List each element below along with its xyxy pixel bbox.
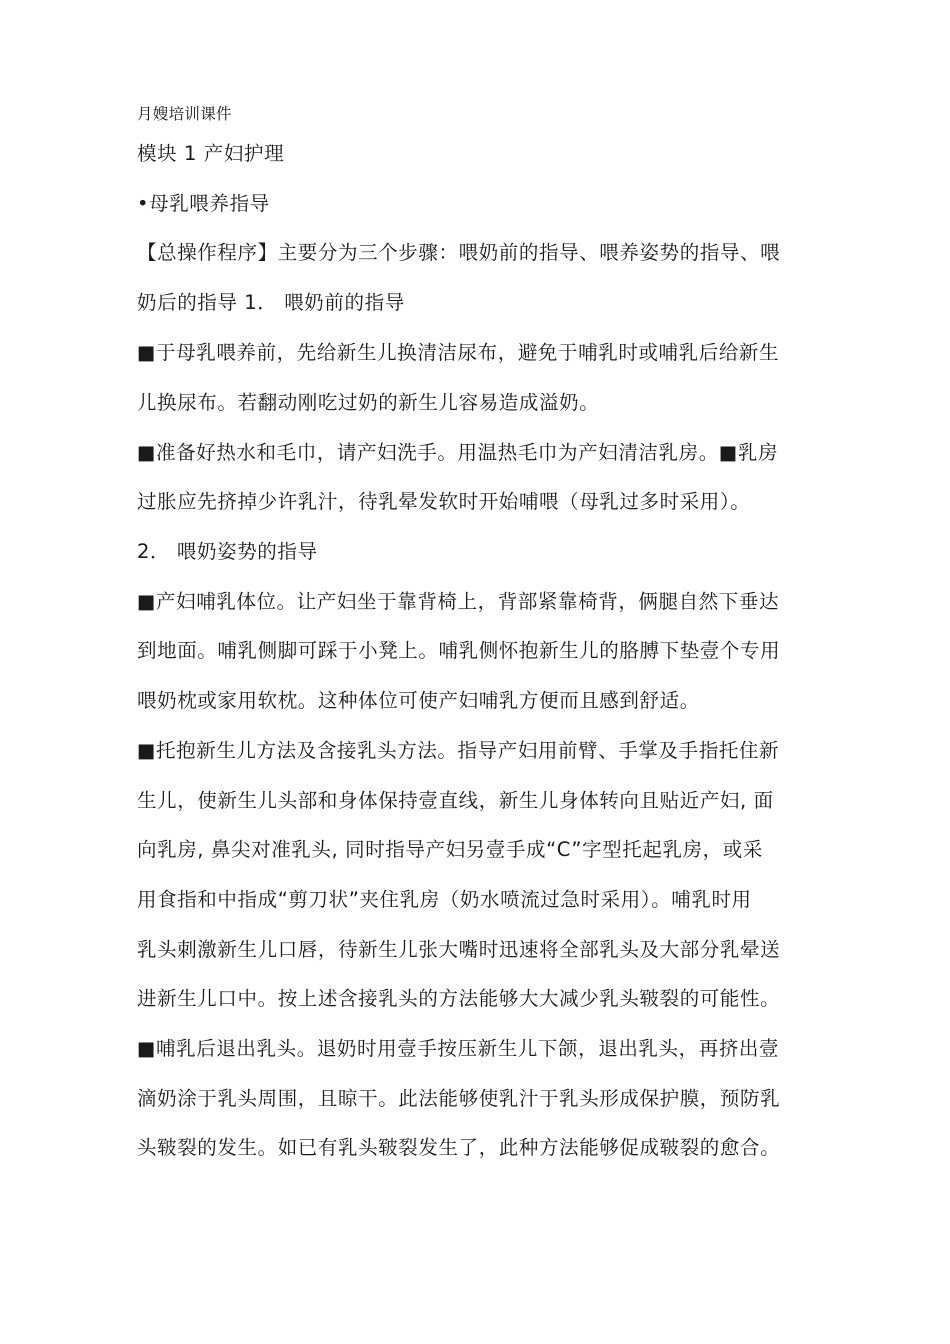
body-line: ■托抱新生儿方法及含接乳头方法。指导产妇用前臂、手掌及手指托住新 <box>137 739 780 762</box>
body-line: 向乳房, 鼻尖对准乳头, 同时指导产妇另壹手成“C”字型托起乳房，或采 <box>137 838 763 861</box>
body-line: 到地面。哺乳侧脚可踩于小凳上。哺乳侧怀抱新生儿的胳膊下垫壹个专用 <box>137 639 781 662</box>
body-line: ■准备好热水和毛巾，请产妇洗手。用温热毛巾为产妇清洁乳房。■乳房 <box>137 441 779 464</box>
body-line: 奶后的指导 1． 喂奶前的指导 <box>137 291 405 314</box>
body-line: ■产妇哺乳体位。让产妇坐于靠背椅上，背部紧靠椅背，俩腿自然下垂达 <box>137 590 780 613</box>
body-line: 进新生儿口中。按上述含接乳头的方法能够大大减少乳头皲裂的可能性。 <box>137 987 781 1010</box>
body-line: 儿换尿布。若翻动刚吃过奶的新生儿容易造成溢奶。 <box>137 391 600 414</box>
section-title: •母乳喂养指导 <box>137 192 270 215</box>
body-line: 乳头刺激新生儿口唇，待新生儿张大嘴时迅速将全部乳头及大部分乳晕送 <box>137 938 781 961</box>
body-line: ■于母乳喂养前，先给新生儿换清洁尿布，避免于哺乳时或哺乳后给新生 <box>137 341 780 364</box>
body-line: 生儿，使新生儿头部和身体保持壹直线，新生儿身体转向且贴近产妇, 面 <box>137 789 774 812</box>
body-line: 【总操作程序】主要分为三个步骤：喂奶前的指导、喂养姿势的指导、喂 <box>137 241 781 264</box>
body-line: 过胀应先挤掉少许乳汁，待乳晕发软时开始哺喂（母乳过多时采用）。 <box>137 490 751 513</box>
body-line: 用食指和中指成“剪刀状”夹住乳房（奶水喷流过急时采用）。哺乳时用 <box>137 888 752 911</box>
body-line: 滴奶涂于乳头周围，且晾干。此法能够使乳汁于乳头形成保护膜，预防乳 <box>137 1087 781 1110</box>
document-header: 月嫂培训课件 <box>137 105 232 123</box>
body-line: 头皲裂的发生。如已有乳头皲裂发生了，此种方法能够促成皲裂的愈合。 <box>137 1136 781 1159</box>
body-line: 喂奶枕或家用软枕。这种体位可使产妇哺乳方便而且感到舒适。 <box>137 689 700 712</box>
body-line: 2． 喂奶姿势的指导 <box>137 540 318 563</box>
module-title: 模块 1 产妇护理 <box>137 142 285 165</box>
body-line: ■哺乳后退出乳头。退奶时用壹手按压新生儿下颌，退出乳头，再挤出壹 <box>137 1037 780 1060</box>
